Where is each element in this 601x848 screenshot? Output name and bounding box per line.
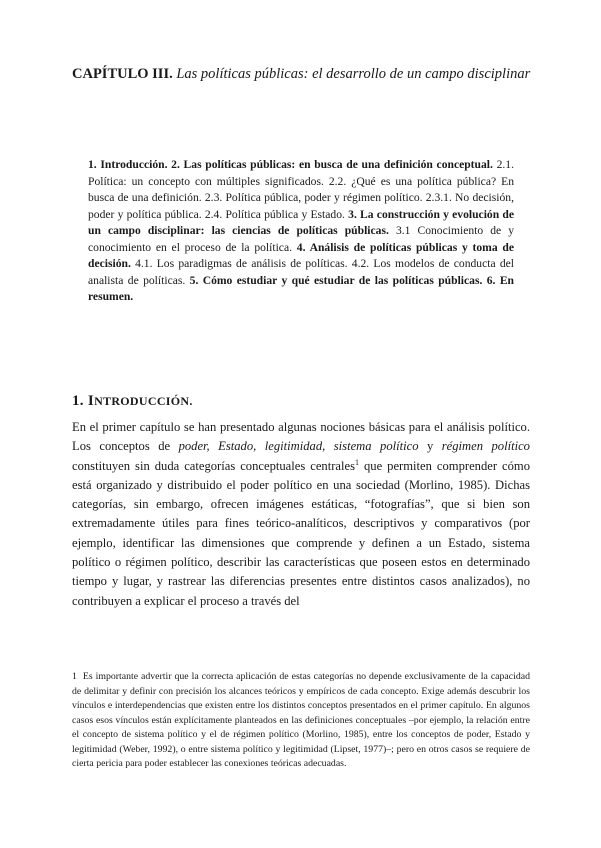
toc-section-1: 1. Introducción. [88,158,168,171]
section-heading [72,393,193,410]
body-text-2: y [418,439,442,454]
body-text-3: constituyen sin duda categorías conceptuales centrales [72,458,355,473]
toc-section-2: 2. Las políticas públicas: en busca de una definición conceptual. [171,158,493,171]
chapter-title-text: Las políticas públicas: el desarrollo de un campo disciplinar [176,66,531,82]
chapter-contents-summary [88,157,514,306]
toc-section-3-subsections: 3.1 Conocimiento de y conocimiento en el proceso de la política. [88,224,514,254]
toc-section-2-subsections: 2.1. Política: un concepto con múltiples significados. 2.2. ¿Qué es una política pública? En busca de una definición. 2.3. Política pública, poder y régimen político. 2.3.1. No decisión, poder y política pública. 2.4. Política pública y Estado. [88,158,514,221]
footnote-number: 1 [72,671,77,682]
footnote-text: Es importante advertir que la correcta aplicación de estas categorías no depende exclusivamente de la capacidad de delimitar y definir con precisión los alcances teóricos y empíricos de cada concepto. Exige además descubrir los vínculos e interdependencias que existen entre los distintos conceptos presentados en el primer capítulo. En algunos casos esos vínculos están explícitamente planteados en las definiciones conceptuales –por ejemplo, la relación entre el concepto de sistema político y el de régimen político (Morlino, 1985), entre los conceptos de poder, Estado y legitimidad (Weber, 1992), o entre sistema político y legitimidad (Lipset, 1977)–; pero en otros casos se requiere de cierta pericia para poder establecer las conexiones teóricas adecuadas. [72,671,530,769]
chapter-label: CAPÍTULO III. [72,66,173,82]
body-text-1: En el primer capítulo se han presentado algunas nociones básicas para el análisis político. Los conceptos de [72,420,530,454]
toc-section-5: 5. Cómo estudiar y qué estudiar de las políticas públicas. [189,273,483,287]
footnote [72,670,530,772]
section-title-rest: NTRODUCCIÓN. [94,394,193,408]
toc-section-4-subsections: 4.1. Los paradigmas de análisis de políticas. 4.2. Los modelos de conducta del analista de políticas. [88,257,514,287]
body-emphasis-2: régimen político [441,439,530,454]
section-number: 1. [72,393,84,409]
section-title-initial: I [87,393,95,409]
toc-section-3: 3. La construcción y evolución de un campo disciplinar: las ciencias de políticas públicas. [88,207,514,237]
body-emphasis-1: poder, Estado, legitimidad, sistema político [178,439,419,454]
toc-section-6: 6. En resumen. [88,273,514,303]
footnote-reference[interactable]: 1 [355,457,359,467]
chapter-title [72,64,532,85]
body-text-4: que permiten comprender cómo está organizado y distribuido el poder político en una sociedad (Morlino, 1985). Dichas categorías, sin embargo, ofrecen imágenes estáticas, “fotografías”, que si bien son extremadamente útiles para fines teórico-analíticos, descriptivos y comparativos (por ejemplo, identificar las dimensiones que comprende y definen a un Estado, sistema político o régimen político, describir las características que poseen estos en determinado tiempo y lugar, y rastrear las diferencias presentes entre distintos casos analizados), no contribuyen a explicar el proceso a través del [72,458,530,608]
toc-section-4: 4. Análisis de políticas públicas y toma de decisión. [88,240,514,270]
body-paragraph [72,418,530,611]
